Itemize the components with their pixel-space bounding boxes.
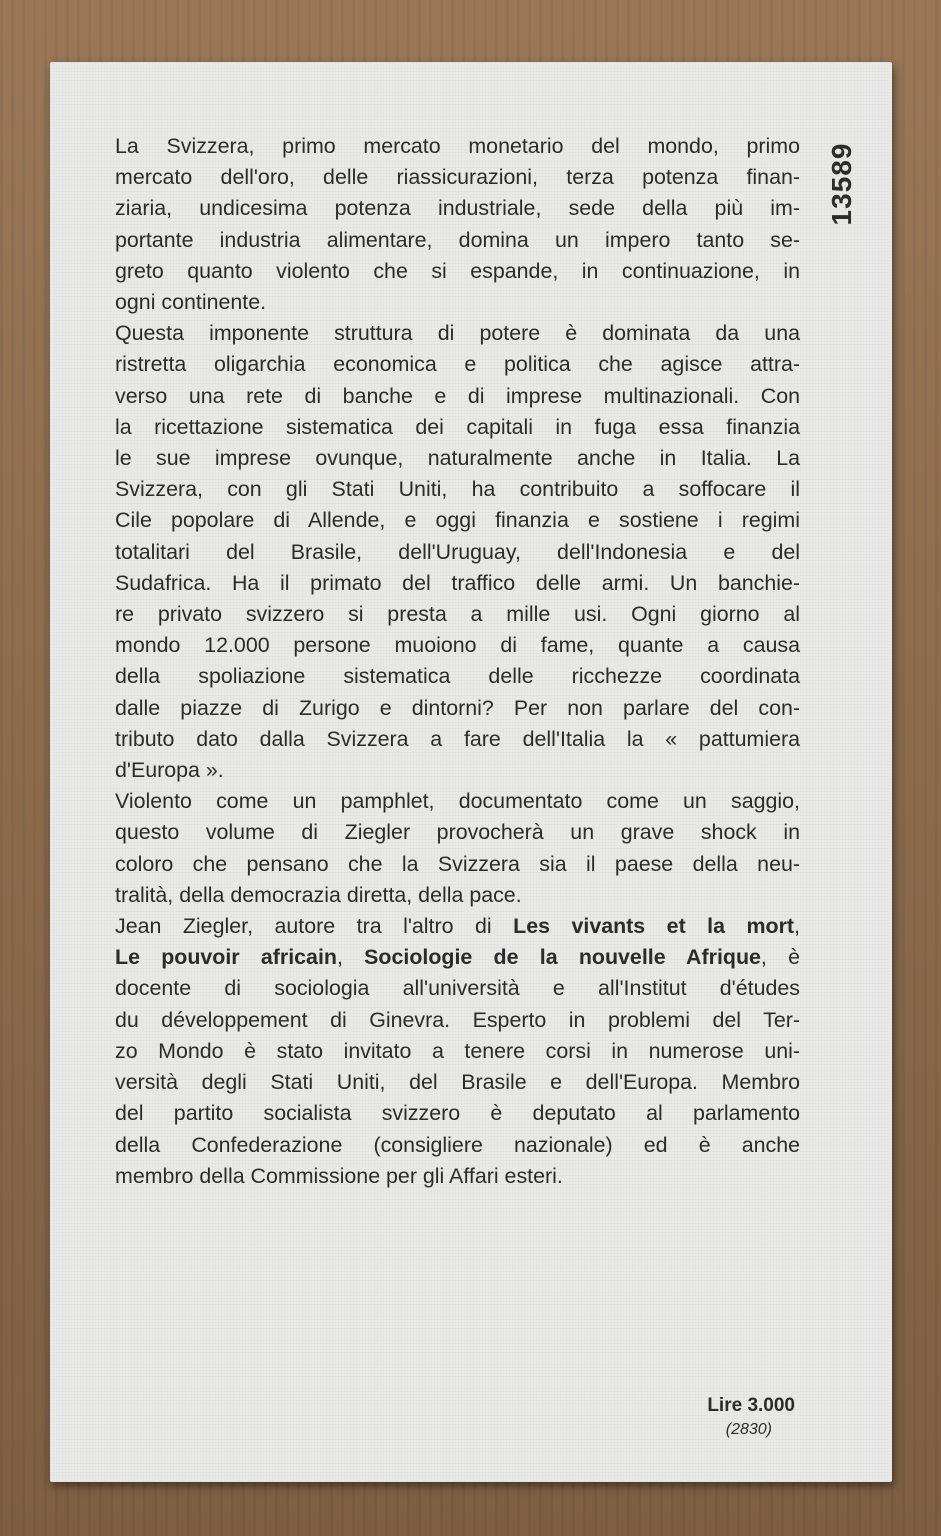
text-fragment: ,: [336, 945, 365, 970]
text-line: della spoliazione sistematica delle ricchezze coordinata: [115, 664, 800, 689]
text-line: questo volume di Ziegler provocherà un grave shock in: [115, 820, 800, 845]
text-fragment: ,: [794, 914, 800, 939]
text-line: Sudafrica. Ha il primato del traffico delle armi. Un banchie-: [115, 570, 800, 595]
edition-code: (2830): [725, 1421, 772, 1438]
text-line: Questa imponente struttura di potere è dominata da una: [115, 321, 800, 346]
text-line: Violento come un pamphlet, documentato come un saggio,: [115, 789, 800, 814]
text-line: du développement di Ginevra. Esperto in problemi del Ter-: [115, 1007, 800, 1032]
text-line: La Svizzera, primo mercato monetario del mondo, primo: [115, 134, 800, 158]
text-fragment: , è: [760, 945, 800, 970]
text-line: del partito socialista svizzero è deputato al parlamento: [115, 1101, 800, 1126]
text-line: mercato dell'oro, delle riassicurazioni, terza potenza finan-: [115, 165, 800, 190]
paragraph-3: [115, 786, 800, 911]
text-line: membro della Commissione per gli Affari esteri.: [115, 1163, 563, 1188]
price-label: Lire 3.000: [707, 1395, 795, 1416]
text-line: tralità, della democrazia diretta, della pace.: [115, 882, 522, 907]
text-line: docente di sociologia all'università e all'Institut d'études: [115, 976, 800, 1001]
text-line: re privato svizzero si presta a mille usi. Ogni giorno al: [115, 602, 800, 627]
text-line: mondo 12.000 persone muoiono di fame, quante a causa: [115, 633, 800, 658]
book-title-1: Les vivants et la mort: [513, 914, 795, 939]
blurb-text: [115, 131, 800, 1192]
text-line: Svizzera, con gli Stati Uniti, ha contribuito a soffocare il: [115, 477, 800, 502]
text-line: zo Mondo è stato invitato a tenere corsi in numerose uni-: [115, 1038, 800, 1063]
text-line: la ricettazione sistematica dei capitali in fuga essa finanzia: [115, 414, 800, 439]
text-line: tributo dato dalla Svizzera a fare dell'Italia la « pattumiera: [115, 726, 800, 751]
paragraph-1: [115, 131, 800, 318]
book-title-2: Le pouvoir africain: [115, 945, 337, 970]
text-line: ristretta oligarchia economica e politica che agisce attra-: [115, 352, 800, 377]
text-line: ziaria, undicesima potenza industriale, sede della più im-: [115, 196, 800, 221]
text-line: dalle piazze di Zurigo e dintorni? Per non parlare del con-: [115, 695, 800, 720]
paragraph-2: [115, 318, 800, 786]
text-line: coloro che pensano che la Svizzera sia il paese della neu-: [115, 851, 800, 876]
text-line: [115, 942, 800, 973]
text-line: le sue imprese ovunque, naturalmente anche in Italia. La: [115, 446, 800, 471]
text-line: verso una rete di banche e di imprese multinazionali. Con: [115, 383, 800, 408]
catalog-number-text: 13589: [826, 142, 857, 226]
text-line: totalitari del Brasile, dell'Uruguay, dell'Indonesia e del: [115, 539, 800, 564]
catalog-number: [822, 130, 862, 238]
book-title-3: Sociologie de la nouvelle Afrique: [364, 945, 761, 970]
text-line: portante industria alimentare, domina un impero tanto se-: [115, 227, 800, 252]
paragraph-4: [115, 911, 800, 1192]
text-line: greto quanto violento che si espande, in continuazione, in: [115, 258, 800, 283]
text-line: [115, 911, 800, 942]
text-line: della Confederazione (consigliere nazionale) ed è anche: [115, 1132, 800, 1157]
text-line: ogni continente.: [115, 290, 267, 315]
text-fragment: Jean Ziegler, autore tra l'altro di: [115, 914, 514, 939]
text-line: d'Europa ».: [115, 758, 224, 783]
text-line: Cile popolare di Allende, e oggi finanzia e sostiene i regimi: [115, 508, 800, 533]
text-line: versità degli Stati Uniti, del Brasile e dell'Europa. Membro: [115, 1070, 800, 1095]
